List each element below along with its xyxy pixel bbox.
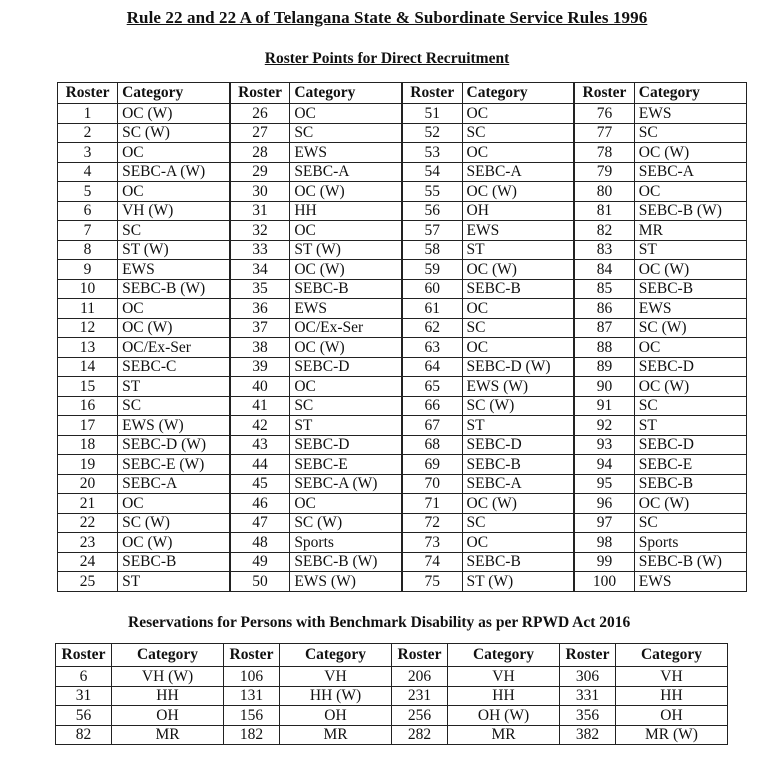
- roster-number-cell: 331: [560, 686, 616, 706]
- roster-number-cell: 56: [56, 706, 112, 726]
- roster-number-cell: 67: [402, 416, 462, 436]
- category-cell: OC: [462, 338, 574, 358]
- roster-number-cell: 31: [56, 686, 112, 706]
- roster-number-cell: 58: [402, 240, 462, 260]
- roster-number-cell: 37: [230, 318, 290, 338]
- category-header: Category: [112, 644, 224, 667]
- roster-header: Roster: [56, 644, 112, 667]
- category-cell: SEBC-D: [290, 435, 402, 455]
- category-cell: SEBC-D: [462, 435, 574, 455]
- category-cell: SC: [462, 123, 574, 143]
- roster-number-cell: 79: [574, 162, 634, 182]
- roster-number-cell: 24: [58, 552, 118, 572]
- category-cell: SEBC-A: [634, 162, 746, 182]
- roster-number-cell: 66: [402, 396, 462, 416]
- roster-number-cell: 9: [58, 260, 118, 280]
- category-cell: SEBC-B: [634, 279, 746, 299]
- category-cell: EWS: [290, 299, 402, 319]
- category-cell: HH (W): [280, 686, 392, 706]
- roster-number-cell: 42: [230, 416, 290, 436]
- category-cell: SC: [634, 396, 746, 416]
- category-cell: ST: [634, 240, 746, 260]
- table-row: [56, 667, 728, 687]
- category-cell: OC: [290, 494, 402, 514]
- category-cell: ST: [290, 416, 402, 436]
- category-cell: HH: [112, 686, 224, 706]
- roster-number-cell: 86: [574, 299, 634, 319]
- category-cell: EWS: [634, 104, 746, 124]
- category-header: Category: [280, 644, 392, 667]
- category-cell: SEBC-D: [290, 357, 402, 377]
- category-cell: OC (W): [118, 533, 230, 553]
- roster-number-cell: 7: [58, 221, 118, 241]
- category-cell: EWS (W): [118, 416, 230, 436]
- category-cell: SC: [634, 513, 746, 533]
- table-row: [58, 143, 747, 163]
- category-cell: OC (W): [462, 494, 574, 514]
- table-row: [58, 318, 747, 338]
- category-cell: OC: [462, 104, 574, 124]
- category-cell: EWS: [462, 221, 574, 241]
- roster-number-cell: 38: [230, 338, 290, 358]
- roster-number-cell: 256: [392, 706, 448, 726]
- category-cell: SC (W): [462, 396, 574, 416]
- category-cell: SC (W): [290, 513, 402, 533]
- category-cell: MR: [634, 221, 746, 241]
- category-cell: SC: [118, 396, 230, 416]
- category-cell: OC (W): [634, 377, 746, 397]
- category-cell: OC (W): [634, 494, 746, 514]
- roster-header: Roster: [402, 83, 462, 104]
- table-row: [58, 572, 747, 592]
- roster-number-cell: 23: [58, 533, 118, 553]
- category-cell: SC: [290, 396, 402, 416]
- roster-number-cell: 60: [402, 279, 462, 299]
- roster-number-cell: 74: [402, 552, 462, 572]
- category-cell: SEBC-E: [634, 455, 746, 475]
- category-cell: SEBC-B (W): [290, 552, 402, 572]
- roster-number-cell: 64: [402, 357, 462, 377]
- category-cell: ST: [634, 416, 746, 436]
- table-row: [56, 725, 728, 745]
- category-header: Category: [616, 644, 728, 667]
- roster-number-cell: 29: [230, 162, 290, 182]
- roster-number-cell: 95: [574, 474, 634, 494]
- table-row: [58, 338, 747, 358]
- roster-number-cell: 94: [574, 455, 634, 475]
- category-cell: SEBC-B: [118, 552, 230, 572]
- roster-number-cell: 6: [58, 201, 118, 221]
- roster-table: [57, 82, 747, 592]
- category-cell: OC/Ex-Ser: [290, 318, 402, 338]
- category-cell: SC (W): [118, 123, 230, 143]
- category-cell: VH (W): [118, 201, 230, 221]
- roster-number-cell: 20: [58, 474, 118, 494]
- category-cell: OC: [118, 299, 230, 319]
- category-cell: MR: [112, 725, 224, 745]
- roster-number-cell: 206: [392, 667, 448, 687]
- roster-number-cell: 57: [402, 221, 462, 241]
- category-header: Category: [118, 83, 230, 104]
- category-cell: ST: [118, 572, 230, 592]
- category-cell: SEBC-B (W): [634, 552, 746, 572]
- category-header: Category: [448, 644, 560, 667]
- disability-header-row: [56, 644, 728, 667]
- roster-number-cell: 45: [230, 474, 290, 494]
- roster-number-cell: 90: [574, 377, 634, 397]
- roster-number-cell: 16: [58, 396, 118, 416]
- roster-number-cell: 34: [230, 260, 290, 280]
- disability-body: [56, 667, 728, 745]
- category-cell: SC: [634, 123, 746, 143]
- category-cell: SEBC-D (W): [118, 435, 230, 455]
- roster-number-cell: 96: [574, 494, 634, 514]
- category-cell: EWS: [634, 299, 746, 319]
- category-cell: SEBC-D: [634, 435, 746, 455]
- roster-number-cell: 81: [574, 201, 634, 221]
- category-header: Category: [290, 83, 402, 104]
- roster-number-cell: 182: [224, 725, 280, 745]
- roster-number-cell: 21: [58, 494, 118, 514]
- roster-number-cell: 51: [402, 104, 462, 124]
- roster-number-cell: 55: [402, 182, 462, 202]
- category-cell: MR: [280, 725, 392, 745]
- roster-number-cell: 2: [58, 123, 118, 143]
- category-cell: ST: [118, 377, 230, 397]
- category-cell: OH: [616, 706, 728, 726]
- category-cell: VH (W): [112, 667, 224, 687]
- roster-number-cell: 31: [230, 201, 290, 221]
- category-cell: OC: [462, 299, 574, 319]
- roster-header: Roster: [230, 83, 290, 104]
- category-cell: SC (W): [118, 513, 230, 533]
- roster-number-cell: 3: [58, 143, 118, 163]
- category-cell: SC: [462, 513, 574, 533]
- roster-number-cell: 49: [230, 552, 290, 572]
- category-cell: SEBC-A: [462, 474, 574, 494]
- category-cell: ST: [462, 240, 574, 260]
- roster-number-cell: 47: [230, 513, 290, 533]
- table-row: [58, 455, 747, 475]
- table-row: [58, 396, 747, 416]
- category-cell: SEBC-E (W): [118, 455, 230, 475]
- roster-number-cell: 92: [574, 416, 634, 436]
- roster-number-cell: 4: [58, 162, 118, 182]
- category-cell: ST (W): [462, 572, 574, 592]
- category-header: Category: [462, 83, 574, 104]
- roster-number-cell: 25: [58, 572, 118, 592]
- roster-number-cell: 36: [230, 299, 290, 319]
- category-cell: SEBC-B: [462, 279, 574, 299]
- category-cell: VH: [280, 667, 392, 687]
- section-title: Reservations for Persons with Benchmark Disability as per RPWD Act 2016: [128, 614, 631, 631]
- roster-number-cell: 44: [230, 455, 290, 475]
- roster-number-cell: 26: [230, 104, 290, 124]
- table-row: [58, 201, 747, 221]
- roster-header: Roster: [58, 83, 118, 104]
- category-cell: OH: [112, 706, 224, 726]
- roster-number-cell: 70: [402, 474, 462, 494]
- table-row: [58, 435, 747, 455]
- category-cell: OC (W): [118, 104, 230, 124]
- roster-number-cell: 356: [560, 706, 616, 726]
- roster-number-cell: 33: [230, 240, 290, 260]
- category-cell: SEBC-B: [290, 279, 402, 299]
- table-row: [56, 686, 728, 706]
- roster-number-cell: 83: [574, 240, 634, 260]
- roster-number-cell: 1: [58, 104, 118, 124]
- table-row: [58, 513, 747, 533]
- roster-number-cell: 97: [574, 513, 634, 533]
- roster-number-cell: 28: [230, 143, 290, 163]
- category-cell: ST: [462, 416, 574, 436]
- category-cell: OC (W): [462, 260, 574, 280]
- category-cell: ST (W): [290, 240, 402, 260]
- roster-header: Roster: [574, 83, 634, 104]
- category-cell: OC: [462, 533, 574, 553]
- table-row: [58, 474, 747, 494]
- category-cell: SEBC-A: [290, 162, 402, 182]
- category-cell: SC (W): [634, 318, 746, 338]
- category-cell: SEBC-C: [118, 357, 230, 377]
- roster-number-cell: 65: [402, 377, 462, 397]
- category-cell: SC: [118, 221, 230, 241]
- roster-number-cell: 22: [58, 513, 118, 533]
- category-cell: VH: [448, 667, 560, 687]
- page-subtitle: Roster Points for Direct Recruitment: [264, 50, 510, 67]
- category-cell: OC: [118, 494, 230, 514]
- roster-number-cell: 39: [230, 357, 290, 377]
- category-cell: OC (W): [634, 143, 746, 163]
- roster-number-cell: 15: [58, 377, 118, 397]
- category-cell: HH: [448, 686, 560, 706]
- table-row: [58, 357, 747, 377]
- roster-number-cell: 99: [574, 552, 634, 572]
- roster-number-cell: 91: [574, 396, 634, 416]
- category-cell: SEBC-A (W): [290, 474, 402, 494]
- category-cell: VH: [616, 667, 728, 687]
- category-cell: SEBC-B (W): [634, 201, 746, 221]
- category-cell: OC: [634, 182, 746, 202]
- roster-number-cell: 98: [574, 533, 634, 553]
- roster-number-cell: 40: [230, 377, 290, 397]
- roster-number-cell: 75: [402, 572, 462, 592]
- roster-number-cell: 46: [230, 494, 290, 514]
- table-row: [56, 706, 728, 726]
- disability-table: [55, 643, 728, 745]
- table-row: [58, 552, 747, 572]
- category-cell: Sports: [634, 533, 746, 553]
- category-cell: OC: [290, 221, 402, 241]
- category-cell: OC (W): [462, 182, 574, 202]
- roster-number-cell: 19: [58, 455, 118, 475]
- roster-number-cell: 71: [402, 494, 462, 514]
- roster-number-cell: 48: [230, 533, 290, 553]
- roster-number-cell: 306: [560, 667, 616, 687]
- roster-number-cell: 76: [574, 104, 634, 124]
- roster-body: [58, 104, 747, 592]
- category-cell: SEBC-D (W): [462, 357, 574, 377]
- roster-number-cell: 88: [574, 338, 634, 358]
- roster-number-cell: 131: [224, 686, 280, 706]
- table-row: [58, 221, 747, 241]
- roster-number-cell: 11: [58, 299, 118, 319]
- roster-number-cell: 18: [58, 435, 118, 455]
- category-cell: OC (W): [118, 318, 230, 338]
- roster-number-cell: 50: [230, 572, 290, 592]
- roster-number-cell: 56: [402, 201, 462, 221]
- roster-number-cell: 14: [58, 357, 118, 377]
- category-cell: SEBC-A (W): [118, 162, 230, 182]
- table-row: [58, 123, 747, 143]
- roster-number-cell: 30: [230, 182, 290, 202]
- category-cell: SC: [462, 318, 574, 338]
- roster-number-cell: 17: [58, 416, 118, 436]
- roster-number-cell: 106: [224, 667, 280, 687]
- table-row: [58, 260, 747, 280]
- roster-number-cell: 100: [574, 572, 634, 592]
- roster-number-cell: 69: [402, 455, 462, 475]
- roster-number-cell: 63: [402, 338, 462, 358]
- category-cell: SEBC-A: [118, 474, 230, 494]
- roster-number-cell: 43: [230, 435, 290, 455]
- roster-number-cell: 13: [58, 338, 118, 358]
- roster-number-cell: 282: [392, 725, 448, 745]
- category-cell: OH (W): [448, 706, 560, 726]
- category-cell: OC (W): [290, 260, 402, 280]
- roster-number-cell: 32: [230, 221, 290, 241]
- roster-number-cell: 10: [58, 279, 118, 299]
- roster-number-cell: 73: [402, 533, 462, 553]
- category-cell: EWS (W): [290, 572, 402, 592]
- category-cell: Sports: [290, 533, 402, 553]
- roster-number-cell: 59: [402, 260, 462, 280]
- category-cell: EWS (W): [462, 377, 574, 397]
- table-row: [58, 494, 747, 514]
- roster-number-cell: 53: [402, 143, 462, 163]
- category-cell: HH: [616, 686, 728, 706]
- table-row: [58, 416, 747, 436]
- roster-number-cell: 80: [574, 182, 634, 202]
- roster-number-cell: 62: [402, 318, 462, 338]
- roster-number-cell: 52: [402, 123, 462, 143]
- roster-header-row: [58, 83, 747, 104]
- roster-header: Roster: [224, 644, 280, 667]
- roster-number-cell: 27: [230, 123, 290, 143]
- category-cell: SEBC-A: [462, 162, 574, 182]
- table-row: [58, 279, 747, 299]
- roster-number-cell: 93: [574, 435, 634, 455]
- category-cell: OC: [290, 104, 402, 124]
- roster-number-cell: 78: [574, 143, 634, 163]
- category-cell: SEBC-B (W): [118, 279, 230, 299]
- roster-number-cell: 54: [402, 162, 462, 182]
- table-row: [58, 162, 747, 182]
- category-cell: EWS: [118, 260, 230, 280]
- category-cell: OC/Ex-Ser: [118, 338, 230, 358]
- roster-number-cell: 82: [574, 221, 634, 241]
- roster-number-cell: 72: [402, 513, 462, 533]
- roster-number-cell: 89: [574, 357, 634, 377]
- table-row: [58, 240, 747, 260]
- category-cell: SEBC-D: [634, 357, 746, 377]
- roster-number-cell: 8: [58, 240, 118, 260]
- category-cell: OC (W): [634, 260, 746, 280]
- roster-header: Roster: [560, 644, 616, 667]
- category-cell: OC: [118, 143, 230, 163]
- roster-number-cell: 82: [56, 725, 112, 745]
- roster-number-cell: 156: [224, 706, 280, 726]
- roster-number-cell: 84: [574, 260, 634, 280]
- category-cell: OC: [290, 377, 402, 397]
- roster-header: Roster: [392, 644, 448, 667]
- roster-number-cell: 77: [574, 123, 634, 143]
- roster-number-cell: 231: [392, 686, 448, 706]
- category-cell: EWS: [634, 572, 746, 592]
- roster-number-cell: 68: [402, 435, 462, 455]
- roster-number-cell: 85: [574, 279, 634, 299]
- category-cell: SEBC-B: [462, 455, 574, 475]
- category-cell: OH: [462, 201, 574, 221]
- category-cell: OC: [634, 338, 746, 358]
- roster-number-cell: 5: [58, 182, 118, 202]
- category-cell: HH: [290, 201, 402, 221]
- table-row: [58, 377, 747, 397]
- roster-number-cell: 12: [58, 318, 118, 338]
- category-cell: SEBC-B: [462, 552, 574, 572]
- category-cell: SC: [290, 123, 402, 143]
- table-row: [58, 182, 747, 202]
- category-cell: SEBC-E: [290, 455, 402, 475]
- category-cell: EWS: [290, 143, 402, 163]
- category-cell: SEBC-B: [634, 474, 746, 494]
- page-title: Rule 22 and 22 A of Telangana State & Subordinate Service Rules 1996: [126, 8, 648, 27]
- table-row: [58, 533, 747, 553]
- category-cell: MR (W): [616, 725, 728, 745]
- roster-number-cell: 382: [560, 725, 616, 745]
- category-header: Category: [634, 83, 746, 104]
- category-cell: MR: [448, 725, 560, 745]
- table-row: [58, 104, 747, 124]
- category-cell: ST (W): [118, 240, 230, 260]
- category-cell: OC: [118, 182, 230, 202]
- table-row: [58, 299, 747, 319]
- roster-number-cell: 6: [56, 667, 112, 687]
- roster-number-cell: 35: [230, 279, 290, 299]
- category-cell: OH: [280, 706, 392, 726]
- roster-number-cell: 41: [230, 396, 290, 416]
- roster-number-cell: 61: [402, 299, 462, 319]
- category-cell: OC: [462, 143, 574, 163]
- category-cell: OC (W): [290, 338, 402, 358]
- category-cell: OC (W): [290, 182, 402, 202]
- roster-number-cell: 87: [574, 318, 634, 338]
